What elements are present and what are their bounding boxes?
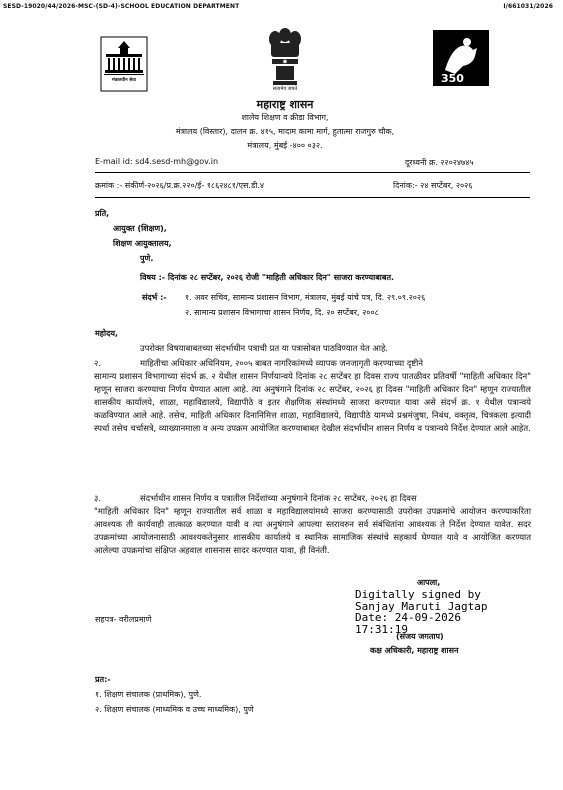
digital-signature-line2: Sanjay Maruti Jagtap — [355, 599, 488, 613]
recipient-line3: पुणे. — [140, 254, 154, 263]
enclosure-note: सहपत्र- वरीलप्रमाणे — [95, 615, 152, 624]
to-label: प्रति, — [95, 209, 110, 218]
phone-number: दूरध्वनी क्र. २२०२४७४५ — [405, 158, 474, 167]
paragraph-3-body: "माहिती अधिकार दिन" म्हणून राज्यातील सर्व शाळा व महाविद्यालयांमध्ये साजरा करण्यासाठी उपरोक्त उपक्रमांचे आयोजन करण्याकरिता आवश्यक ती कार्यवाही तात्काळ करण्यात यावी व त्या अनुषंगाने आपल्या स्तरावरुन सर्व संबंधितांना आवश्यक ते निर्देश देण्यात यावेत. सदर उपक्रमांच्या आयोजनासाठी आवश्यकतेनुसार शासकीय कार्यालये व स्थानिक सामाजिक संस्थांचे सहकार्य घेण्यात यावे व आयोजित करण्यात आलेल्या उपक्रमांचा संक्षिप्त अहवाल शासनास सादर करण्यात यावा, ही विनंती. — [94, 506, 531, 555]
paragraph-3 — [94, 492, 531, 557]
recipient-line1: आयुक्त (शिक्षण), — [113, 224, 167, 233]
letter-date: दिनांक:- २४ सप्टेंबर, २०२६ — [393, 181, 473, 190]
signatory-name: (संजय जगताप) — [396, 632, 444, 641]
paragraph-2 — [94, 357, 531, 435]
file-reference: SESD-19020/44/2026-MSC-(SD-4)-SCHOOL EDUCATION DEPARTMENT — [3, 3, 240, 10]
signatory-designation: कक्ष अधिकारी, महाराष्ट्र शासन — [370, 646, 459, 655]
digital-signature-line3: Date: 24-09-2026 — [355, 611, 461, 624]
page-reference: I/661031/2026 — [503, 3, 553, 10]
paragraph-3-number: ३. — [94, 493, 102, 503]
government-title: महाराष्ट्र शासन — [256, 98, 314, 111]
reference-item-1: १. अवर सचिव, सामान्य प्रशासन विभाग, मंत्रालय, मुंबई यांचे पत्र, दि. २९.०९.२०२६ — [185, 293, 426, 302]
recipient-line2: शिक्षण आयुक्तालय, — [113, 239, 172, 248]
references-label: संदर्भ :- — [142, 293, 167, 302]
salutation: महोदय, — [95, 329, 119, 338]
paragraph-2-number: २. — [94, 358, 102, 368]
office-address-line1: मंत्रालय (विस्तार), दालन क्र. ४१५, मादाम कामा मार्ग, हुतात्मा राजगुरु चौक, — [175, 127, 395, 136]
digital-signature-line1: Digitally signed by — [355, 588, 481, 601]
header-divider — [95, 172, 530, 173]
paragraph-2-body: सामान्य प्रशासन विभागाच्या संदर्भ क्र. २ येथील शासन निर्णयान्वये दिनांक २८ सप्टेंबर हा दिवस राज्य पातळीवर प्रतिवर्षी "माहिती अधिकार दिन" म्हणून साजरा करण्याचा निर्णय घेण्यात आला आहे. त्या अनुषंगाने दिनांक २८ सप्टेंबर, २०२६ हा दिवस "माहिती अधिकार दिन" म्हणून राज्यातील शासकीय कार्यालये, शाळा, महाविद्यालये, विद्यापीठे व इतर शैक्षणिक संस्थांमध्ये साजरा करण्यात यावा असे संदर्भ क्र. १ येथील पत्रान्वये कळविण्यात आले आहे. तसेच, माहिती अधिकार दिनानिमित्त शाळा, महाविद्यालये, विद्यापीठे यामध्ये प्रश्नमंजुषा, निबंध, वक्तृत्व, चित्रकला इत्यादी स्पर्धा तसेच चर्चासत्रे, व्याख्यानमाला व अन्य उपक्रम आयोजित करण्याबाबत देखील संदर्भाधीन शासन निर्णय व पत्रान्वये निर्देश देण्यात आले आहेत. — [94, 371, 531, 433]
email-id: E-mail id: sd4.sesd-mh@gov.in — [95, 157, 219, 166]
logo-caption: मंत्रालयीन सेवा — [112, 78, 136, 83]
department-name: शालेय शिक्षण व क्रीडा विभाग, — [241, 113, 329, 122]
copy-label: प्रत:- — [95, 675, 111, 684]
reference-item-2: २. सामान्य प्रशासन विभागाचा शासन निर्णय, दि. २० सप्टेंबर, २००८ — [185, 308, 379, 317]
mantralaya-logo — [100, 36, 148, 92]
paragraph-1: उपरोक्त विषयाबाबतच्या संदर्भाधीन पत्राची प्रत या पत्रासोबत पाठविण्यात येत आहे. — [140, 343, 389, 353]
copy-item-1: १. शिक्षण संचालक (प्राथमिक), पुणे. — [95, 690, 202, 699]
closing: आपला, — [417, 578, 441, 587]
digital-signature — [355, 589, 487, 635]
anniversary-logo — [433, 30, 489, 86]
copy-item-2: २. शिक्षण संचालक (माध्यमिक व उच्च माध्यमिक), पुणे — [95, 705, 254, 714]
digital-signature-line4: 17:31:19 — [355, 622, 408, 636]
national-emblem-icon — [263, 25, 307, 97]
paragraph-3-first-line: संदर्भाधीन शासन निर्णय व पत्रातील निर्देशांच्या अनुषंगाने दिनांक २८ सप्टेंबर, २०२६ हा दिवस — [140, 493, 417, 503]
reference-divider — [95, 197, 530, 198]
emblem-motto: सत्यमेव जयते — [272, 86, 298, 92]
svg-text:350: 350 — [441, 72, 464, 85]
subject-line: विषय :- दिनांक २८ सप्टेंबर, २०२६ रोजी "माहिती अधिकार दिन" साजरा करण्याबाबत. — [140, 273, 395, 282]
paragraph-2-first-line: माहितीचा अधिकार अधिनियम, २००५ बाबत नागरिकांमध्ये व्यापक जनजागृती करण्याच्या दृष्टीने — [140, 358, 424, 368]
office-address-line2: मंत्रालय, मुंबई -४०० ०३२. — [247, 141, 323, 150]
letter-number: क्रमांक :- संकीर्ण-२०२६/प्र.क्र.२२०/ई- १८६२४८१/एस.डी.४ — [95, 181, 265, 190]
